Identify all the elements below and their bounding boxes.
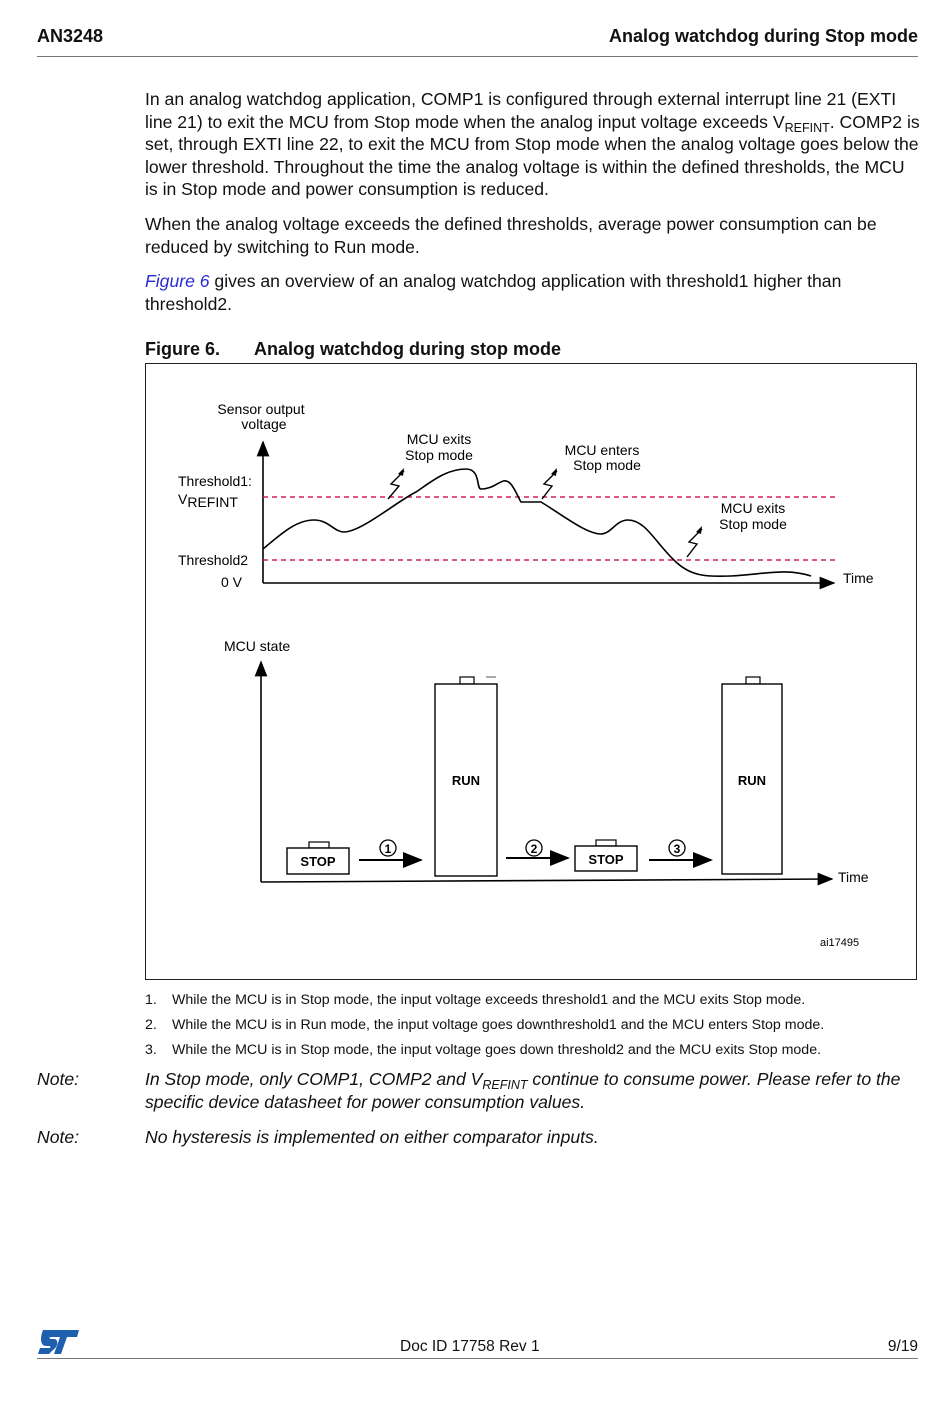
paragraph-1: In an analog watchdog application, COMP1 is configured through external interrupt line 21 (EXTI line 21) to exit the MCU from Stop mode when the analog input voltage exceeds $V_{REFINT}$. COMP2 is set, through EXTI line 22, to exit the MCU from Stop mode when the analog voltage goes below the lower threshold. Throughout the time the analog voltage is within the defined thresholds, the MCU is in Stop mode and power consumption is reduced. <box>145 89 920 199</box>
stop-battery-icon <box>596 840 616 846</box>
sensor-y-label-line1: Sensor output <box>217 401 305 417</box>
lightning-icon <box>551 468 557 476</box>
stop-state-label: STOP <box>300 854 336 869</box>
figure-id: ai17495 <box>820 937 860 949</box>
paragraph-2: When the analog voltage exceeds the defined thresholds, average power consumption can be reduced by switching to Run mode. <box>145 214 877 257</box>
paragraph-3: Figure 6 gives an overview of an analog watchdog application with threshold1 higher than threshold2. <box>145 271 842 314</box>
event2-label-line2: Stop mode <box>573 457 641 473</box>
event2-label-line1: MCU enters <box>564 442 640 458</box>
step-2-label: 2 <box>530 842 538 856</box>
doc-id: Doc ID 17758 Rev 1 <box>400 1338 540 1355</box>
figure-title: Figure 6. Analog watchdog during stop mode <box>145 339 561 359</box>
document-code: AN3248 <box>37 26 104 46</box>
note-text: In Stop mode, only COMP1, COMP2 and $V_{REFINT}$ continue to consume power. Please refer to the specific device datasheet for power consumption values. <box>145 1069 901 1112</box>
run-state-label: RUN <box>737 773 767 788</box>
step-3-label: 3 <box>673 842 681 856</box>
note-label: Note: <box>37 1127 80 1147</box>
stop-battery-icon <box>309 842 329 848</box>
section-title: Analog watchdog during Stop mode <box>609 26 918 46</box>
sensor-y-label-line2: voltage <box>241 416 287 432</box>
footer-divider <box>37 1358 918 1359</box>
lightning-icon <box>398 468 404 476</box>
mcu-x-axis <box>261 879 832 882</box>
run-battery-icon <box>746 677 760 684</box>
step-1-label: 1 <box>384 842 392 856</box>
event1-label-line1: MCU exits <box>406 431 472 447</box>
threshold2-label: Threshold2 <box>178 552 249 568</box>
run-battery-icon <box>460 677 474 684</box>
stop-state-label: STOP <box>588 852 624 867</box>
page-number: 9/19 <box>887 1338 918 1355</box>
event3-label-line1: MCU exits <box>720 500 786 516</box>
sensor-x-label: Time <box>843 570 874 586</box>
st-logo-icon <box>37 1328 81 1356</box>
run-state-label: RUN <box>451 773 481 788</box>
mcu-x-label: Time <box>838 869 869 885</box>
header-divider <box>37 56 918 57</box>
event3-label-line2: Stop mode <box>719 516 787 532</box>
figure-6-diagram <box>145 363 917 980</box>
vrefint-label: VREFINT <box>178 491 238 510</box>
note-text: No hysteresis is implemented on either comparator inputs. <box>145 1127 599 1147</box>
zero-volt-label: 0 V <box>221 574 243 590</box>
event1-label-line2: Stop mode <box>405 447 473 463</box>
threshold1-label: Threshold1: <box>178 473 252 489</box>
mcu-state-label: MCU state <box>224 638 291 654</box>
lightning-icon <box>696 526 702 534</box>
figure-6-link[interactable]: Figure 6 <box>145 271 210 291</box>
note-label: Note: <box>37 1069 80 1089</box>
